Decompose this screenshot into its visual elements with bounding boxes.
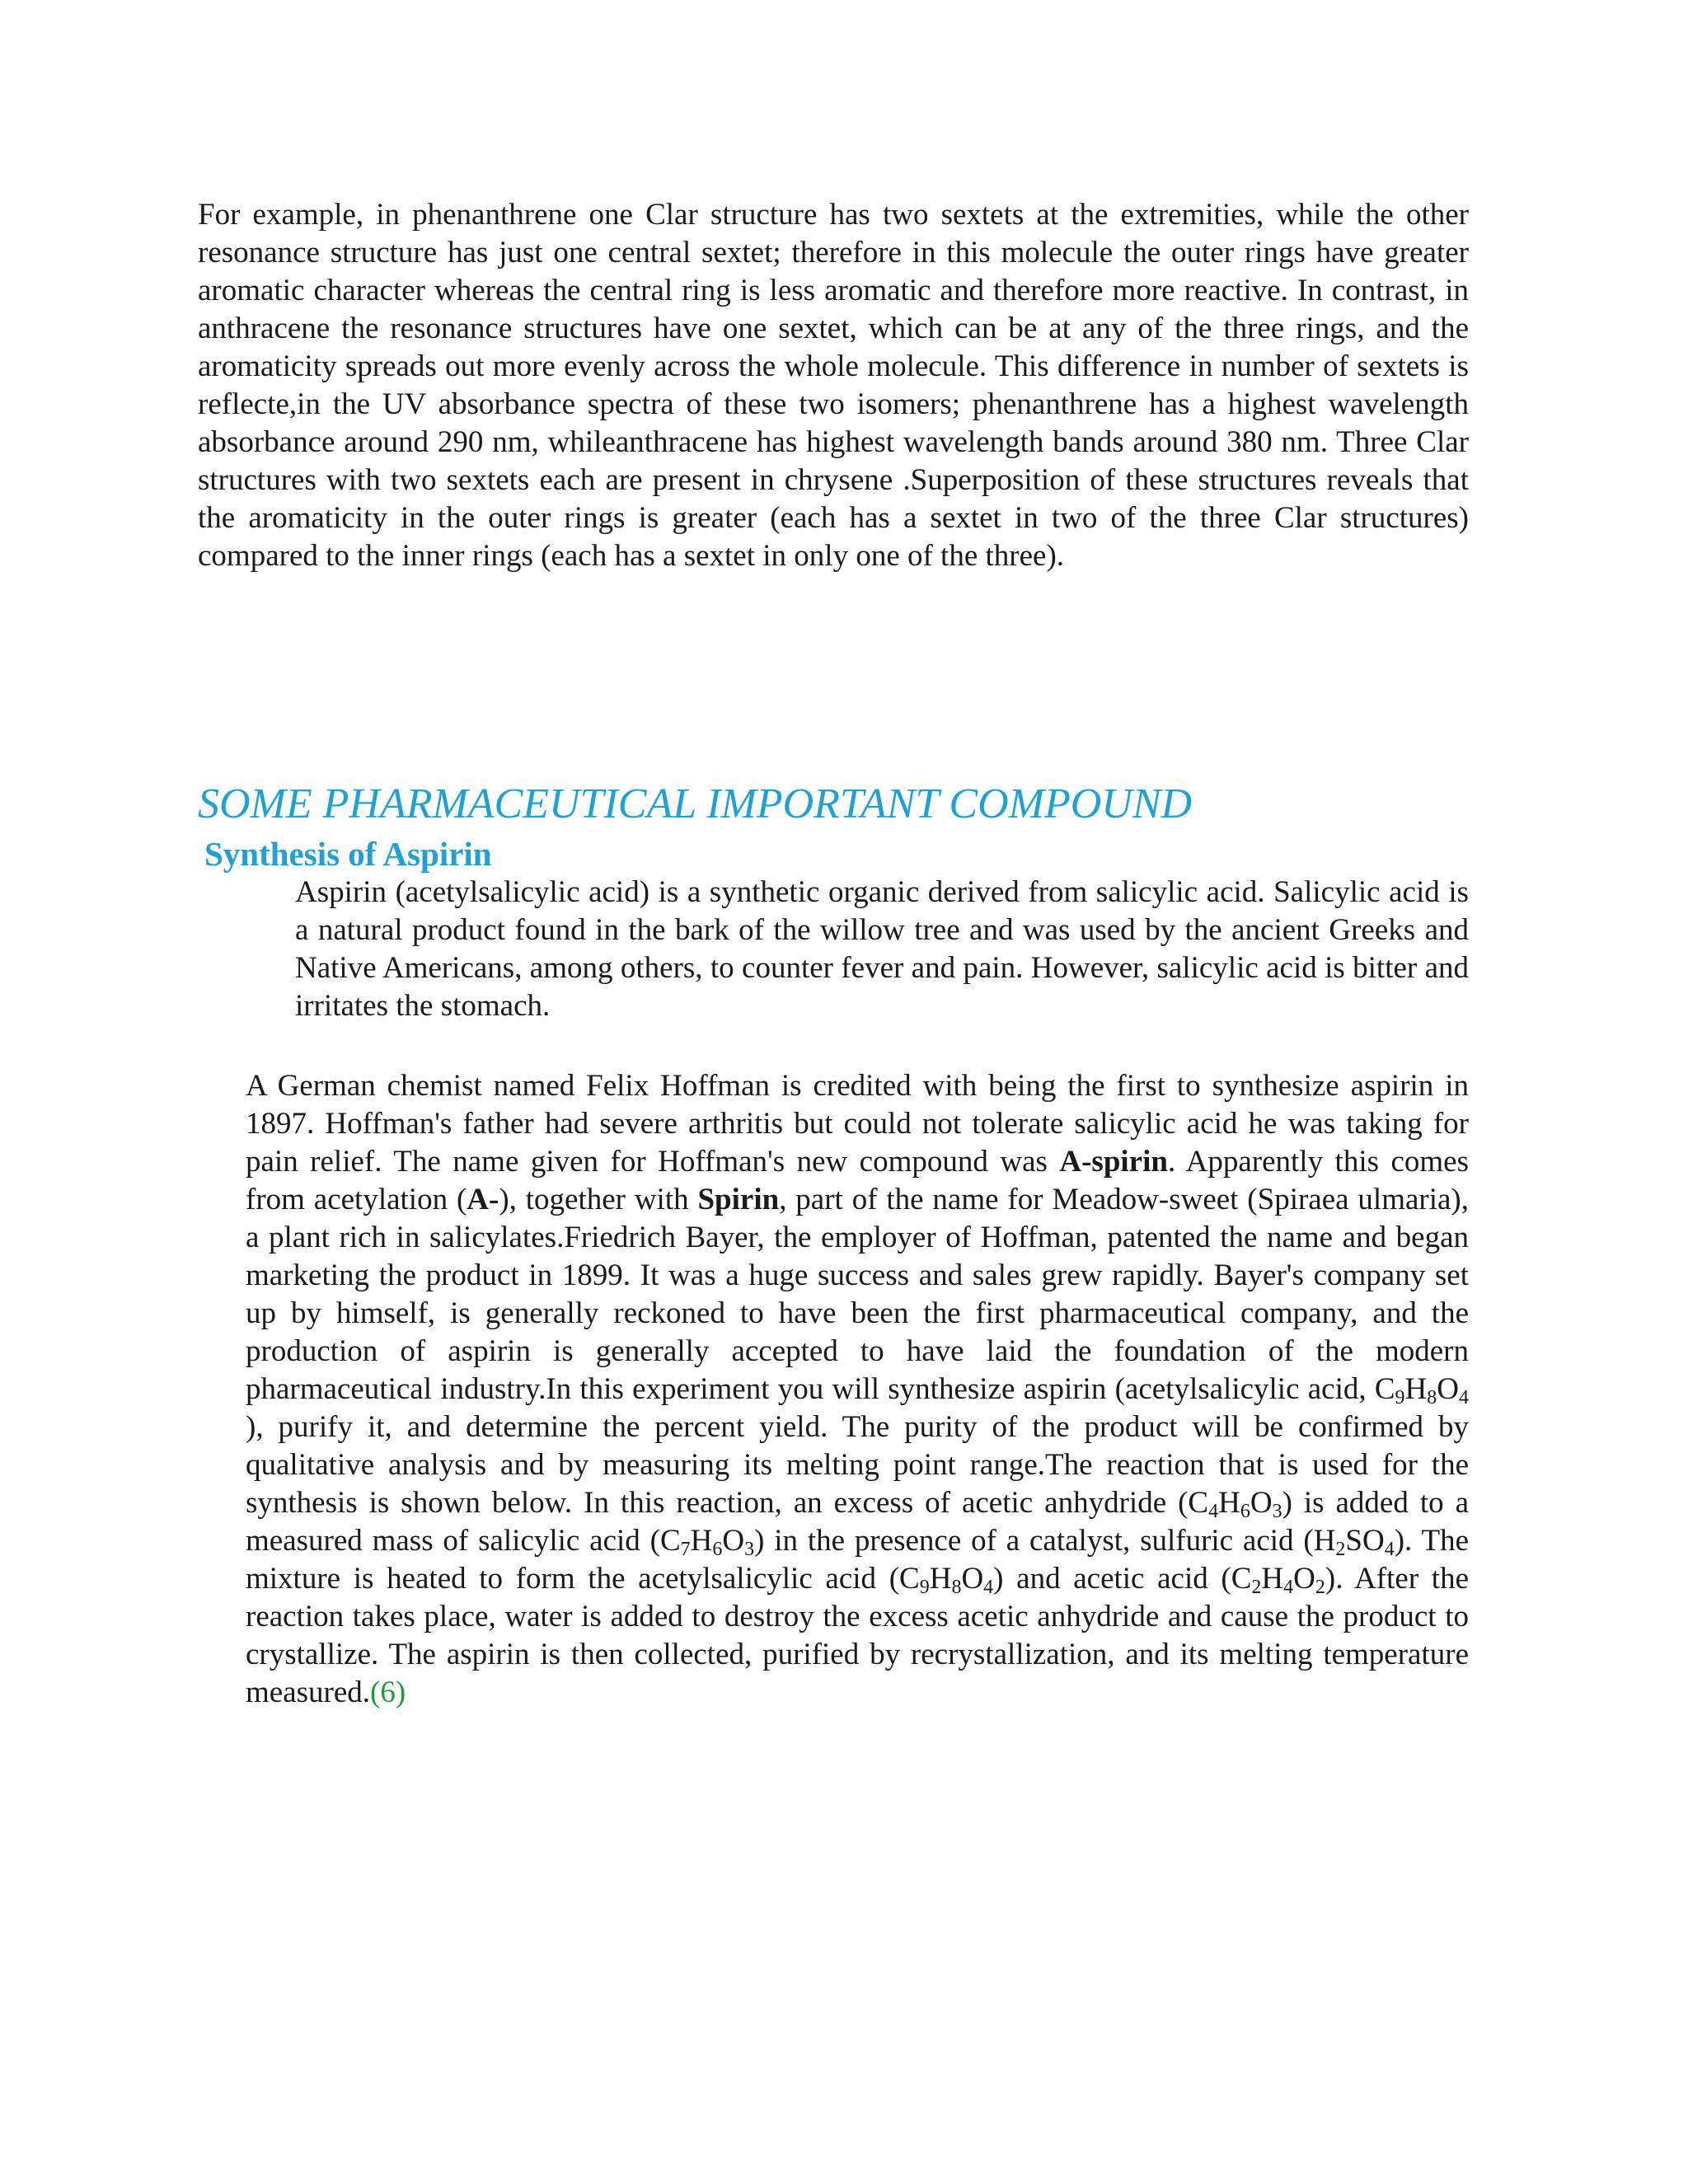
text-run: H (1218, 1486, 1240, 1520)
subscript: 2 (1335, 1539, 1346, 1560)
text-run: O (961, 1562, 984, 1596)
bold-spirin: Spirin (697, 1183, 780, 1216)
text-run: O (722, 1524, 745, 1558)
text-run: A German chemist named Felix Hoffman is credited with being the first to synthesize aspirin in 1897. Hoffman's father had severe arthritis but could not tolerate salicylic acid he was taking for pain relief. The name given for Hoffman's new compound was (246, 1069, 1469, 1179)
text-run: H (929, 1562, 952, 1596)
subscript: 2 (1315, 1577, 1325, 1598)
paragraph-hoffman (246, 1067, 1469, 1712)
subscript: 4 (983, 1577, 994, 1598)
text-run: H (1404, 1372, 1428, 1406)
subscript: 3 (1272, 1501, 1282, 1522)
subscript: 7 (680, 1539, 691, 1560)
subscript: 4 (1384, 1539, 1395, 1560)
text-run: O (1437, 1372, 1459, 1406)
subscript: 4 (1208, 1501, 1219, 1522)
text-run: ), together with (499, 1183, 698, 1216)
subscript: 6 (712, 1539, 723, 1560)
text-run: , part of the name for Meadow-sweet (Spiraea ulmaria), a plant rich in salicylates.Friedrich Bayer, the employer of Hoffman, patented the name and began marketing the product in 1899. It was a huge success and sales grew rapidly. Bayer's company set up by himself, is generally reckoned to have been the first pharmaceutical company, and the production of aspirin is generally accepted to have laid the foundation of the modern pharmaceutical industry.In this experiment you will synthesize aspirin (acetylsalicylic acid, C (246, 1183, 1470, 1406)
text-run: ) is added to a measured mass of salicylic acid (C (246, 1486, 1469, 1558)
subscript: 6 (1240, 1501, 1250, 1522)
paragraph-phenanthrene: For example, in phenanthrene one Clar structure has two sextets at the extremities, while the other resonance structure has just one central sextet; therefore in this molecule the outer rings have greater aromatic character whereas the central ring is less aromatic and therefore more reactive. In contrast, in anthracene the resonance structures have one sextet, which can be at any of the three rings, and the aromaticity spreads out more evenly across the whole molecule. This difference in number of sextets is reflecte,in the UV absorbance spectra of these two isomers; phenanthrene has a highest wavelength absorbance around 290 nm, whileanthracene has highest wavelength bands around 380 nm. Three Clar structures with two sextets each are present in chrysene .Superposition of these structures reveals that the aromaticity in the outer rings is greater (each has a sextet in two of the three Clar structures) compared to the inner rings (each has a sextet in only one of the three). (198, 198, 1469, 573)
text-run: H (1261, 1562, 1284, 1596)
subscript: 8 (951, 1577, 962, 1598)
subscript: 8 (1427, 1387, 1437, 1408)
paragraph-aspirin-intro: Aspirin (acetylsalicylic acid) is a synthetic organic derived from salicylic acid. Salicylic acid is a natural product found in the bark of the willow tree and was used by the ancient Greeks and Native Americans, among others, to counter fever and pain. However, salicylic acid is bitter and irritates the stomach. (295, 875, 1469, 1023)
text-run: ). The mixture is heated to form the acetylsalicylic acid (C (246, 1524, 1469, 1596)
subscript: 3 (744, 1539, 755, 1560)
text-run: SO (1345, 1524, 1385, 1558)
subscript: 4 (1459, 1387, 1469, 1408)
bold-a-prefix: A- (467, 1183, 499, 1216)
bold-a-spirin: A-spirin (1059, 1145, 1168, 1179)
subscript: 9 (919, 1577, 930, 1598)
section-heading: SOME PHARMACEUTICAL IMPORTANT COMPOUND (198, 780, 1193, 827)
text-run: ) and acetic acid (C (993, 1562, 1252, 1596)
text-run: O (1250, 1486, 1273, 1520)
text-run: ), purify it, and determine the percent yield. The purity of the product will be confirmed by qualitative analysis and by measuring its melting point range.The reaction that is used for the synthesis is shown below. In this reaction, an excess of acetic anhydride (C (246, 1410, 1469, 1520)
subscript: 4 (1283, 1577, 1294, 1598)
text-run: ) in the presence of a catalyst, sulfuric acid (H (754, 1524, 1336, 1558)
sub-heading: Synthesis of Aspirin (204, 835, 492, 873)
text-run: . Apparently this comes from acetylation ( (246, 1145, 1469, 1216)
text-run: O (1293, 1562, 1315, 1596)
citation-link[interactable]: (6) (370, 1675, 406, 1709)
subscript: 2 (1251, 1577, 1262, 1598)
text-run: H (690, 1524, 713, 1558)
subscript: 9 (1395, 1387, 1405, 1408)
text-run: ). After the reaction takes place, water is added to destroy the excess acetic anhydride and cause the product to crystallize. The aspirin is then collected, purified by recrystallization, and its melting temperature measured. (246, 1562, 1469, 1709)
